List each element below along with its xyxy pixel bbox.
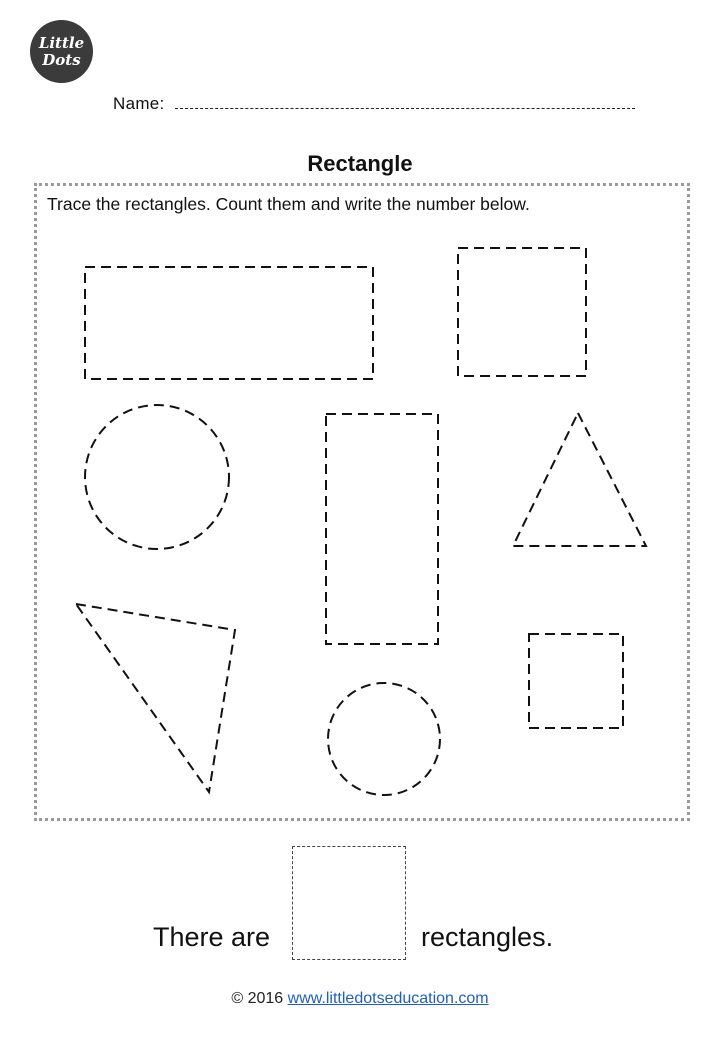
answer-box[interactable] — [292, 846, 406, 960]
dashed-square-top-right[interactable] — [458, 248, 586, 376]
answer-prefix-text: There are — [153, 922, 271, 952]
page-title: Rectangle — [307, 151, 413, 176]
website-link[interactable]: www.littledotseducation.com — [287, 990, 489, 1007]
copyright-text: © 2016 — [231, 990, 284, 1007]
dashed-triangle-left[interactable] — [76, 604, 235, 792]
logo-line-1: Little — [38, 33, 85, 52]
answer-suffix-text: rectangles. — [421, 922, 554, 952]
dashed-rectangle-tall[interactable] — [326, 414, 438, 644]
dashed-square-bottom-right[interactable] — [529, 634, 623, 728]
name-label: Name: — [113, 94, 165, 113]
dashed-circle-small[interactable] — [328, 683, 440, 795]
logo-line-2: Dots — [42, 50, 81, 69]
dashed-triangle-right[interactable] — [513, 413, 646, 546]
dashed-circle-large[interactable] — [85, 405, 229, 549]
instructions-text: Trace the rectangles. Count them and write the number below. — [47, 194, 530, 214]
dashed-rectangle-wide[interactable] — [85, 267, 373, 379]
footer — [0, 990, 720, 1008]
